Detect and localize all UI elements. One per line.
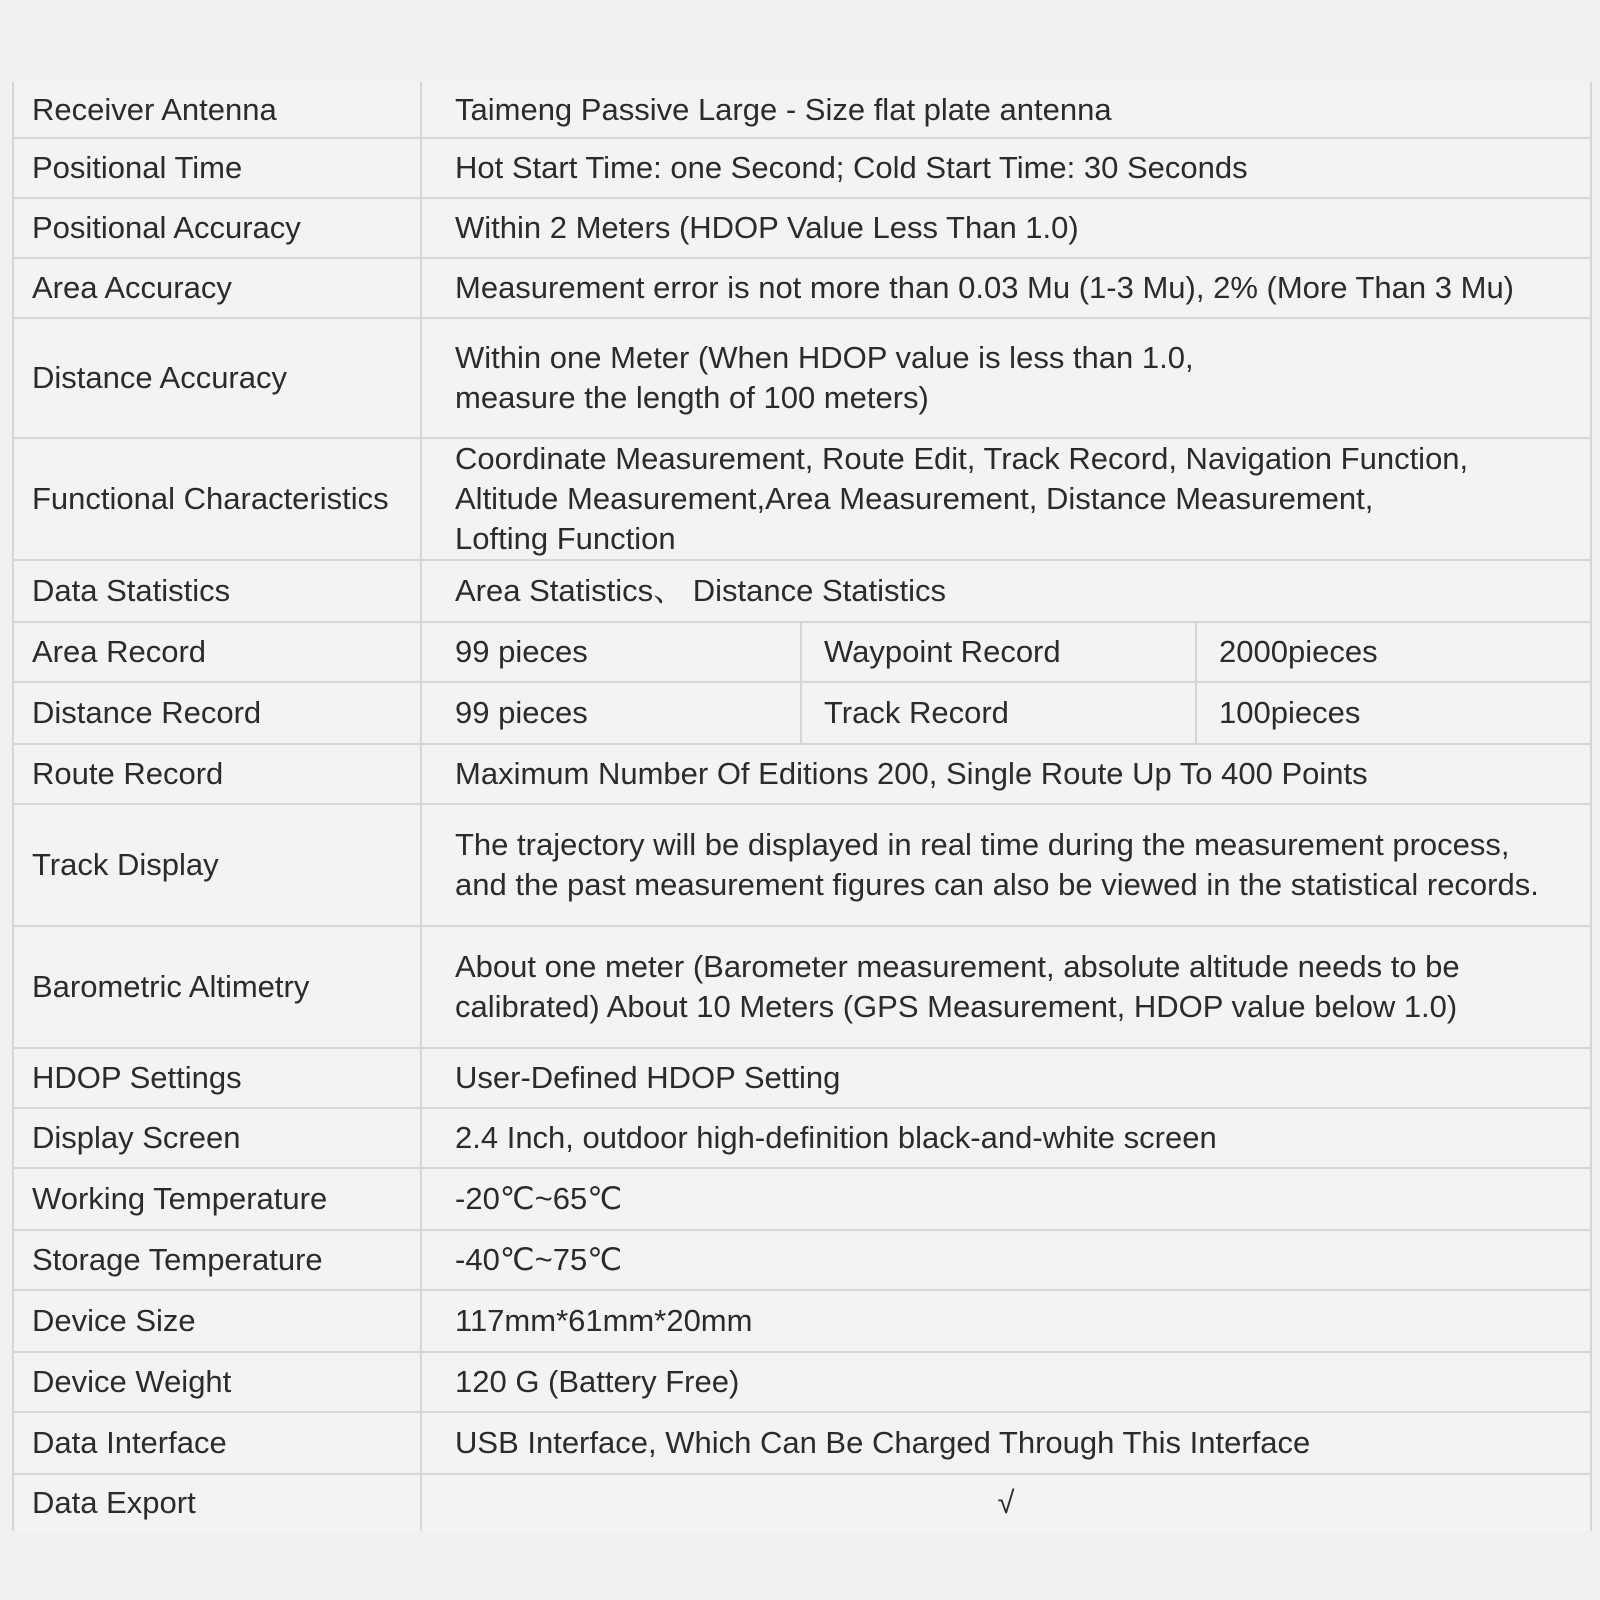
spec-value-line: -20℃~65℃ [455,1181,623,1216]
spec-label: Device Weight [13,1352,421,1412]
spec-sub-label: Waypoint Record [801,622,1196,682]
spec-value [421,926,1591,1048]
spec-row [13,138,1591,198]
spec-sub-value: 2000pieces [1196,622,1591,682]
spec-value-line: About one meter (Barometer measurement, absolute altitude needs to be [455,949,1460,984]
spec-value-line: Lofting Function [455,521,676,556]
spec-value-line: 117mm*61mm*20mm [455,1303,753,1338]
spec-value: 99 pieces [421,622,801,682]
spec-value-line: User-Defined HDOP Setting [455,1060,841,1095]
spec-row [13,744,1591,804]
spec-row [13,258,1591,318]
spec-row [13,804,1591,926]
spec-value [421,318,1591,438]
spec-row [13,198,1591,258]
spec-value-line: 120 G (Battery Free) [455,1364,740,1399]
spec-value-line: Measurement error is not more than 0.03 Mu (1-3 Mu), 2% (More Than 3 Mu) [455,270,1515,305]
spec-label: Functional Characteristics [13,438,421,560]
spec-label: Area Accuracy [13,258,421,318]
spec-value [421,1352,1591,1412]
spec-value [421,744,1591,804]
spec-value [421,138,1591,198]
spec-row [13,926,1591,1048]
spec-value [421,258,1591,318]
spec-value-line: Coordinate Measurement, Route Edit, Track Record, Navigation Function, [455,441,1469,476]
spec-label: Display Screen [13,1108,421,1168]
spec-value [421,1048,1591,1108]
spec-value [421,804,1591,926]
spec-label: Data Export [13,1474,421,1531]
spec-value-line: Within one Meter (When HDOP value is less than 1.0, [455,340,1194,375]
spec-label: Positional Accuracy [13,198,421,258]
spec-row [13,1290,1591,1352]
spec-label: Barometric Altimetry [13,926,421,1048]
spec-row [13,1230,1591,1290]
spec-value: 99 pieces [421,682,801,744]
spec-value-line: and the past measurement figures can also be viewed in the statistical records. [455,867,1539,902]
spec-value-line: Taimeng Passive Large - Size flat plate antenna [455,91,1112,127]
spec-value-line: calibrated) About 10 Meters (GPS Measurement, HDOP value below 1.0) [455,989,1458,1024]
spec-label: Area Record [13,622,421,682]
spec-sub-value: 100pieces [1196,682,1591,744]
spec-value-line: Area Statistics、 Distance Statistics [455,573,946,608]
spec-value-line: Altitude Measurement,Area Measurement, Distance Measurement, [455,481,1374,516]
spec-value-line: measure the length of 100 meters) [455,380,929,415]
spec-row [13,1168,1591,1230]
check-icon: √ [997,1485,1015,1520]
spec-label: Distance Record [13,682,421,744]
spec-value [421,560,1591,622]
spec-label: Receiver Antenna [13,82,421,138]
spec-value-checkmark [421,1474,1591,1531]
spec-label: Data Statistics [13,560,421,622]
spec-row [13,560,1591,622]
spec-value-line: Within 2 Meters (HDOP Value Less Than 1.0) [455,210,1079,245]
spec-label: Distance Accuracy [13,318,421,438]
spec-value [421,1168,1591,1230]
spec-row [13,1108,1591,1168]
spec-row [13,438,1591,560]
spec-row [13,82,1591,138]
spec-label: Working Temperature [13,1168,421,1230]
spec-value [421,1412,1591,1474]
spec-label: Positional Time [13,138,421,198]
spec-table [12,82,1592,1531]
spec-value-line: The trajectory will be displayed in real time during the measurement process, [455,827,1510,862]
spec-value-line: -40℃~75℃ [455,1242,623,1277]
spec-value [421,1108,1591,1168]
spec-table-body [13,82,1591,1531]
spec-value [421,1230,1591,1290]
spec-label: Data Interface [13,1412,421,1474]
spec-value [421,438,1591,560]
spec-row [13,622,1591,682]
spec-row [13,318,1591,438]
spec-label: Device Size [13,1290,421,1352]
spec-value [421,82,1591,138]
spec-label: Storage Temperature [13,1230,421,1290]
spec-value-line: USB Interface, Which Can Be Charged Through This Interface [455,1425,1311,1460]
spec-row [13,1412,1591,1474]
spec-value-line: 2.4 Inch, outdoor high-definition black-and-white screen [455,1120,1217,1155]
spec-label: Track Display [13,804,421,926]
spec-row [13,1048,1591,1108]
spec-label: HDOP Settings [13,1048,421,1108]
spec-value-line: Maximum Number Of Editions 200, Single Route Up To 400 Points [455,756,1368,791]
spec-row [13,1474,1591,1531]
spec-value [421,1290,1591,1352]
spec-row [13,682,1591,744]
spec-value [421,198,1591,258]
spec-value-line: Hot Start Time: one Second; Cold Start Time: 30 Seconds [455,150,1248,185]
spec-sub-label: Track Record [801,682,1196,744]
spec-row [13,1352,1591,1412]
spec-label: Route Record [13,744,421,804]
